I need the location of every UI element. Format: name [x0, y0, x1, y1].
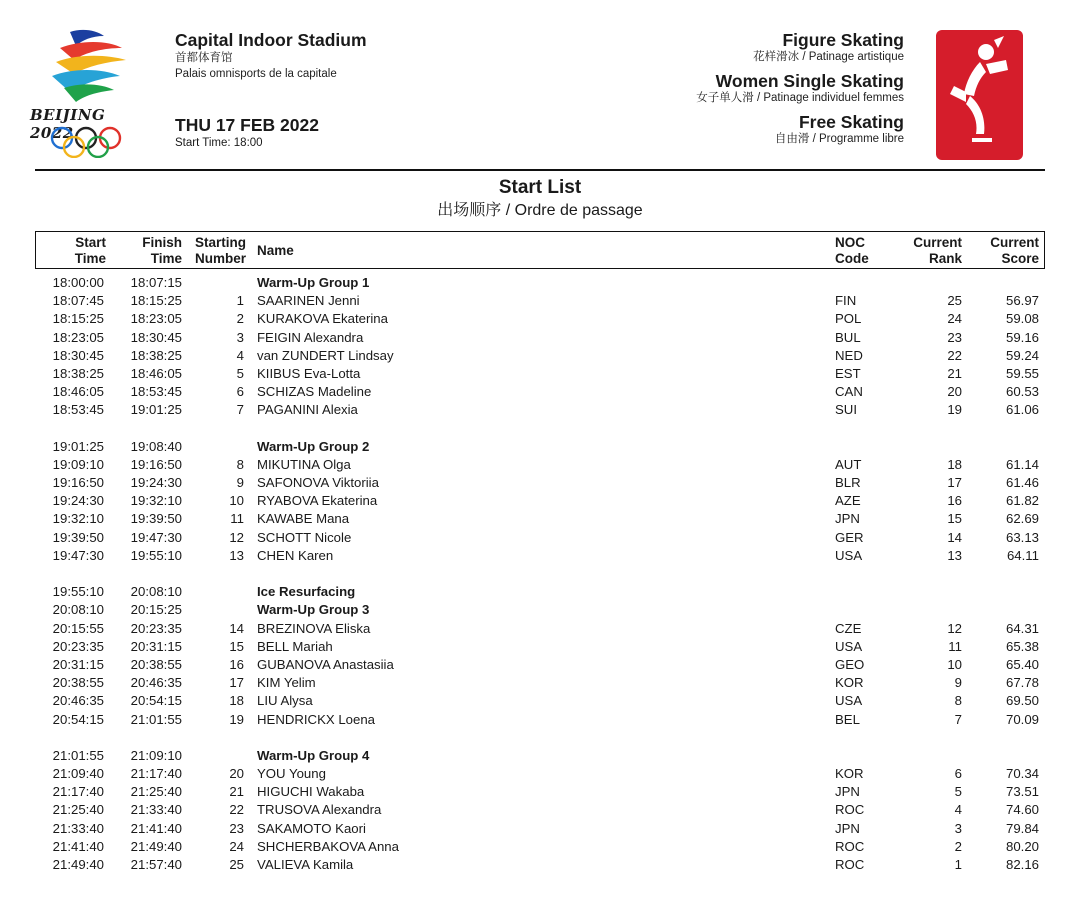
current-score-cell: 61.14: [1005, 456, 1039, 472]
current-rank-cell: 20: [947, 384, 962, 400]
current-rank-cell: 14: [947, 529, 962, 545]
current-rank-cell: 9: [954, 675, 962, 691]
starting-number-cell: 17: [229, 675, 244, 691]
start-time-cell: 18:00:00: [52, 275, 104, 290]
venue-chinese: 首都体育馆: [175, 52, 233, 64]
skater-name-cell: SCHOTT Nicole: [257, 529, 352, 545]
date-block: [175, 114, 319, 150]
skater-name-cell: KURAKOVA Ekaterina: [257, 311, 388, 327]
finish-time-cell: 21:57:40: [130, 857, 182, 872]
current-rank-cell: 12: [947, 620, 962, 636]
start-time-cell: 20:38:55: [52, 675, 104, 691]
starting-number-cell: 15: [229, 638, 244, 654]
noc-code-cell: SUI: [835, 402, 857, 418]
skater-name-cell: HENDRICKX Loena: [257, 711, 376, 727]
table-row: [0, 401, 1080, 419]
current-score-cell: 65.38: [1005, 638, 1039, 654]
start-list-table: [0, 274, 1080, 874]
current-score-cell: 80.20: [1005, 838, 1039, 854]
table-row: [0, 692, 1080, 710]
table-header: [35, 231, 1045, 269]
skater-name-cell: KIM Yelim: [257, 675, 316, 691]
table-row: [0, 310, 1080, 328]
finish-time-cell: 21:09:10: [130, 747, 182, 763]
col-current-rank: Current Rank: [913, 235, 962, 266]
finish-time-cell: 18:46:05: [130, 365, 182, 381]
starting-number-cell: 3: [236, 329, 244, 345]
current-rank-cell: 6: [954, 766, 962, 782]
skater-name-cell: SHCHERBAKOVA Anna: [257, 838, 399, 854]
col-finish-time: Finish Time: [142, 235, 182, 266]
table-row: [0, 620, 1080, 638]
finish-time-cell: 20:46:35: [130, 675, 182, 691]
current-rank-cell: 4: [954, 802, 962, 818]
start-time-cell: 18:23:05: [52, 329, 104, 345]
col-starting-number: Starting Number: [194, 235, 246, 266]
current-rank-cell: 15: [947, 511, 962, 527]
olympic-rings-icon: [50, 126, 122, 158]
skater-name-cell: SAFONOVA Viktoriia: [257, 475, 379, 491]
starting-number-cell: 1: [236, 293, 244, 309]
starting-number-cell: 4: [236, 347, 244, 363]
starting-number-cell: 23: [229, 820, 244, 836]
starting-number-cell: 2: [236, 311, 244, 327]
noc-code-cell: ROC: [835, 802, 865, 818]
table-row: [0, 656, 1080, 674]
noc-code-cell: KOR: [835, 766, 864, 782]
sport-title: Figure Skating: [782, 30, 904, 50]
group-label-row: [0, 747, 1080, 765]
finish-time-cell: 20:08:10: [130, 584, 182, 600]
current-rank-cell: 24: [947, 311, 962, 327]
finish-time-cell: 18:53:45: [130, 384, 182, 400]
start-time-cell: 19:55:10: [52, 584, 104, 600]
skater-name-cell: MIKUTINA Olga: [257, 456, 351, 472]
skater-name-cell: FEIGIN Alexandra: [257, 329, 364, 345]
start-time-cell: 21:49:40: [52, 857, 104, 872]
current-score-cell: 60.53: [1005, 384, 1039, 400]
current-rank-cell: 19: [947, 402, 962, 418]
beijing-2022-ribbon-icon: [30, 26, 150, 106]
starting-number-cell: 13: [229, 547, 244, 563]
discipline-subtitle: 女子单人滑 / Patinage individuel femmes: [696, 92, 904, 104]
group-label-row: [0, 274, 1080, 292]
skater-name-cell: VALIEVA Kamila: [257, 857, 354, 872]
finish-time-cell: 19:16:50: [130, 456, 182, 472]
start-time-cell: 19:16:50: [52, 475, 104, 491]
table-row: [0, 492, 1080, 510]
skater-name-cell: SAKAMOTO Kaori: [257, 820, 366, 836]
noc-code-cell: POL: [835, 311, 862, 327]
row-spacer: [0, 420, 1080, 438]
current-score-cell: 82.16: [1005, 857, 1039, 872]
starting-number-cell: 14: [229, 620, 244, 636]
start-time: Start Time: 18:00: [175, 137, 263, 149]
starting-number-cell: 8: [236, 456, 244, 472]
table-row: [0, 820, 1080, 838]
finish-time-cell: 19:01:25: [130, 402, 182, 418]
start-time-cell: 18:30:45: [52, 347, 104, 363]
start-time-cell: 20:31:15: [52, 656, 104, 672]
noc-code-cell: FIN: [835, 293, 857, 309]
noc-code-cell: GER: [835, 529, 864, 545]
table-row: [0, 838, 1080, 856]
col-noc-code: NOC Code: [835, 235, 869, 266]
start-time-cell: 19:39:50: [52, 529, 104, 545]
start-time-cell: 19:01:25: [52, 438, 104, 454]
current-score-cell: 61.06: [1005, 402, 1039, 418]
finish-time-cell: 19:24:30: [130, 475, 182, 491]
skater-name-cell: SAARINEN Jenni: [257, 293, 360, 309]
col-start-time: Start Time: [74, 235, 106, 266]
table-row: [0, 765, 1080, 783]
starting-number-cell: 21: [229, 784, 244, 800]
noc-code-cell: EST: [835, 365, 861, 381]
segment-title: Free Skating: [798, 112, 904, 132]
start-time-cell: 21:17:40: [52, 784, 104, 800]
noc-code-cell: JPN: [835, 511, 860, 527]
col-name: Name: [257, 243, 294, 258]
table-row: [0, 383, 1080, 401]
starting-number-cell: 12: [229, 529, 244, 545]
skater-name-cell: GUBANOVA Anastasiia: [257, 656, 394, 672]
noc-code-cell: KOR: [835, 675, 864, 691]
start-time-cell: 20:08:10: [52, 602, 104, 618]
sport-subtitle: 花样滑冰 / Patinage artistique: [753, 51, 904, 63]
group-label-row: [0, 601, 1080, 619]
table-row: [0, 365, 1080, 383]
venue-french: Palais omnisports de la capitale: [175, 68, 337, 80]
current-score-cell: 74.60: [1005, 802, 1039, 818]
starting-number-cell: 16: [229, 656, 244, 672]
start-time-cell: 19:47:30: [52, 547, 104, 563]
skater-name-cell: RYABOVA Ekaterina: [257, 493, 378, 509]
beijing-2022-emblem: [30, 26, 150, 162]
page-subtitle: 出场顺序 / Ordre de passage: [437, 202, 643, 219]
current-rank-cell: 22: [947, 347, 962, 363]
skater-name-cell: SCHIZAS Madeline: [257, 384, 372, 400]
current-rank-cell: 16: [947, 493, 962, 509]
current-score-cell: 59.55: [1005, 365, 1039, 381]
start-time-cell: 18:38:25: [52, 365, 104, 381]
finish-time-cell: 21:41:40: [130, 820, 182, 836]
noc-code-cell: ROC: [835, 838, 865, 854]
current-rank-cell: 2: [954, 838, 962, 854]
finish-time-cell: 20:31:15: [130, 638, 182, 654]
finish-time-cell: 19:32:10: [130, 493, 182, 509]
current-rank-cell: 7: [954, 711, 962, 727]
skater-name-cell: KAWABE Mana: [257, 511, 350, 527]
starting-number-cell: 6: [236, 384, 244, 400]
skater-name-cell: CHEN Karen: [257, 547, 334, 563]
current-score-cell: 61.46: [1005, 475, 1039, 491]
current-rank-cell: 11: [948, 638, 962, 654]
table-row: [0, 638, 1080, 656]
noc-code-cell: JPN: [835, 820, 860, 836]
row-spacer: [0, 729, 1080, 747]
skater-name-cell: YOU Young: [257, 766, 326, 782]
current-rank-cell: 10: [947, 656, 962, 672]
start-time-cell: 21:41:40: [52, 838, 104, 854]
noc-code-cell: USA: [835, 693, 863, 709]
finish-time-cell: 21:49:40: [130, 838, 182, 854]
start-time-cell: 18:46:05: [52, 384, 104, 400]
noc-code-cell: USA: [835, 638, 863, 654]
current-rank-cell: 1: [954, 857, 962, 872]
starting-number-cell: 9: [236, 475, 244, 491]
skater-name-cell: BREZINOVA Eliska: [257, 620, 371, 636]
start-time-cell: 19:09:10: [52, 456, 104, 472]
current-score-cell: 67.78: [1005, 675, 1039, 691]
current-score-cell: 64.31: [1005, 620, 1039, 636]
starting-number-cell: 7: [236, 402, 244, 418]
finish-time-cell: 20:15:25: [130, 602, 182, 618]
starting-number-cell: 24: [229, 838, 244, 854]
current-score-cell: 61.82: [1005, 493, 1039, 509]
start-time-cell: 19:32:10: [52, 511, 104, 527]
group-label-cell: Ice Resurfacing: [257, 584, 356, 600]
venue-title: Capital Indoor Stadium: [175, 30, 367, 50]
noc-code-cell: USA: [835, 547, 863, 563]
start-time-cell: 20:54:15: [52, 711, 104, 727]
table-row: [0, 547, 1080, 565]
current-rank-cell: 8: [954, 693, 962, 709]
current-score-cell: 79.84: [1005, 820, 1039, 836]
group-label-cell: Warm-Up Group 3: [257, 602, 370, 618]
skater-name-cell: LIU Alysa: [257, 693, 313, 709]
finish-time-cell: 19:39:50: [130, 511, 182, 527]
starting-number-cell: 18: [229, 693, 244, 709]
start-time-cell: 21:25:40: [52, 802, 104, 818]
noc-code-cell: GEO: [835, 656, 865, 672]
start-time-cell: 18:15:25: [52, 311, 104, 327]
current-score-cell: 69.50: [1005, 693, 1039, 709]
noc-code-cell: AUT: [835, 456, 862, 472]
noc-code-cell: BEL: [835, 711, 860, 727]
starting-number-cell: 25: [229, 857, 244, 872]
skater-name-cell: PAGANINI Alexia: [257, 402, 358, 418]
start-time-cell: 21:01:55: [52, 747, 104, 763]
current-score-cell: 56.97: [1005, 293, 1039, 309]
table-row: [0, 783, 1080, 801]
table-row: [0, 801, 1080, 819]
current-score-cell: 59.08: [1005, 311, 1039, 327]
finish-time-cell: 20:23:35: [130, 620, 182, 636]
figure-skating-pictogram: [936, 30, 1023, 160]
page-title: Start List: [498, 177, 582, 198]
skater-name-cell: TRUSOVA Alexandra: [257, 802, 382, 818]
start-time-cell: 20:15:55: [52, 620, 104, 636]
event-date: THU 17 FEB 2022: [175, 115, 319, 135]
table-row: [0, 347, 1080, 365]
current-rank-cell: 17: [947, 475, 962, 491]
starting-number-cell: 22: [229, 802, 244, 818]
current-rank-cell: 18: [947, 456, 962, 472]
beijing-2022-wordmark: BEIJING 2022: [30, 106, 106, 142]
start-time-cell: 18:53:45: [52, 402, 104, 418]
finish-time-cell: 21:25:40: [130, 784, 182, 800]
table-row: [0, 456, 1080, 474]
event-block: [696, 30, 904, 153]
row-spacer: [0, 565, 1080, 583]
noc-code-cell: ROC: [835, 857, 865, 872]
group-label-cell: Warm-Up Group 2: [257, 438, 370, 454]
start-time-cell: 21:33:40: [52, 820, 104, 836]
start-time-cell: 18:07:45: [52, 293, 104, 309]
current-rank-cell: 25: [947, 293, 962, 309]
table-row: [0, 674, 1080, 692]
current-score-cell: 59.24: [1005, 347, 1039, 363]
start-time-cell: 20:23:35: [52, 638, 104, 654]
start-time-cell: 20:46:35: [52, 693, 104, 709]
current-score-cell: 73.51: [1005, 784, 1039, 800]
col-current-score: Current Score: [990, 235, 1039, 266]
table-row: [0, 510, 1080, 528]
start-time-cell: 21:09:40: [52, 766, 104, 782]
finish-time-cell: 18:38:25: [130, 347, 182, 363]
finish-time-cell: 18:30:45: [130, 329, 182, 345]
group-label-cell: Warm-Up Group 1: [257, 275, 370, 290]
group-label-cell: Warm-Up Group 4: [257, 747, 370, 763]
finish-time-cell: 21:01:55: [130, 711, 182, 727]
finish-time-cell: 20:38:55: [130, 656, 182, 672]
discipline-title: Women Single Skating: [715, 71, 904, 91]
table-row: [0, 329, 1080, 347]
noc-code-cell: AZE: [835, 493, 861, 509]
skater-name-cell: HIGUCHI Wakaba: [257, 784, 365, 800]
starting-number-cell: 10: [229, 493, 244, 509]
current-score-cell: 65.40: [1005, 656, 1039, 672]
finish-time-cell: 19:47:30: [130, 529, 182, 545]
current-rank-cell: 3: [954, 820, 962, 836]
starting-number-cell: 11: [230, 511, 244, 527]
skater-name-cell: BELL Mariah: [257, 638, 333, 654]
current-score-cell: 70.34: [1005, 766, 1039, 782]
current-score-cell: 70.09: [1005, 711, 1039, 727]
skater-name-cell: KIIBUS Eva-Lotta: [257, 365, 361, 381]
current-score-cell: 62.69: [1005, 511, 1039, 527]
table-row: [0, 474, 1080, 492]
skater-name-cell: van ZUNDERT Lindsay: [257, 347, 394, 363]
current-rank-cell: 21: [947, 365, 962, 381]
table-row: [0, 711, 1080, 729]
starting-number-cell: 5: [236, 365, 244, 381]
finish-time-cell: 21:17:40: [130, 766, 182, 782]
current-score-cell: 59.16: [1005, 329, 1039, 345]
group-label-row: [0, 438, 1080, 456]
current-rank-cell: 5: [954, 784, 962, 800]
current-score-cell: 63.13: [1005, 529, 1039, 545]
current-score-cell: 64.11: [1006, 547, 1039, 563]
header-divider: [35, 169, 1045, 171]
table-row: [0, 292, 1080, 310]
starting-number-cell: 20: [229, 766, 244, 782]
table-row: [0, 856, 1080, 874]
segment-subtitle: 自由滑 / Programme libre: [774, 133, 904, 145]
finish-time-cell: 18:07:15: [130, 275, 182, 290]
noc-code-cell: NED: [835, 347, 863, 363]
finish-time-cell: 19:08:40: [130, 438, 182, 454]
finish-time-cell: 18:15:25: [130, 293, 182, 309]
finish-time-cell: 20:54:15: [130, 693, 182, 709]
noc-code-cell: BUL: [835, 329, 861, 345]
noc-code-cell: CZE: [835, 620, 862, 636]
finish-time-cell: 21:33:40: [130, 802, 182, 818]
noc-code-cell: JPN: [835, 784, 860, 800]
starting-number-cell: 19: [229, 711, 244, 727]
group-label-row: [0, 583, 1080, 601]
current-rank-cell: 23: [947, 329, 962, 345]
finish-time-cell: 19:55:10: [130, 547, 182, 563]
noc-code-cell: CAN: [835, 384, 863, 400]
finish-time-cell: 18:23:05: [130, 311, 182, 327]
table-row: [0, 529, 1080, 547]
figure-skater-icon: [936, 30, 1023, 160]
start-time-cell: 19:24:30: [52, 493, 104, 509]
venue-block: [175, 30, 367, 82]
current-rank-cell: 13: [947, 547, 962, 563]
noc-code-cell: BLR: [835, 475, 861, 491]
